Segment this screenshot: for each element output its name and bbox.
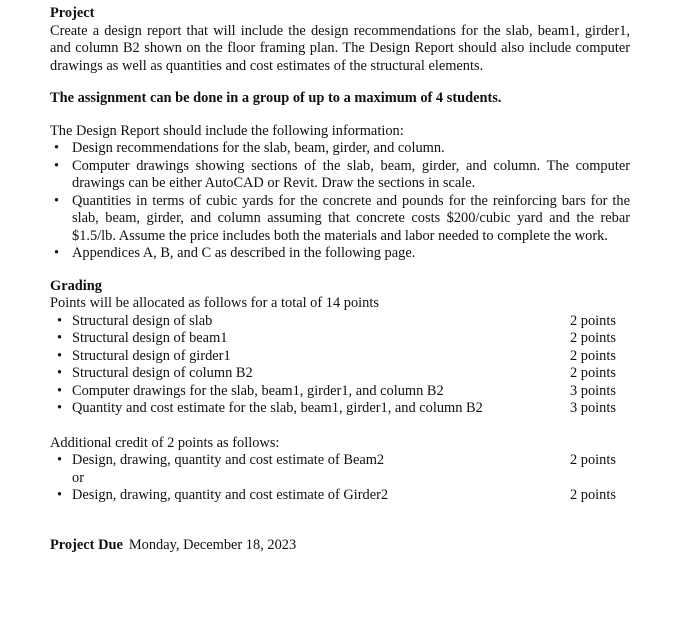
bullet-icon: • [57, 312, 63, 329]
list-item: • Quantities in terms of cubic yards for the concrete and pounds for the reinforcing bars for the slab, beam, girder, and column assuming that concrete costs $200/cubic yard and the rebar $1.5/lb. Assume the price includes both the materials and labor needed to complete the work. [54, 192, 630, 244]
grading-points: 3 points [570, 400, 616, 416]
bullet-icon: • [57, 365, 63, 381]
project-intro: Create a design report that will include the design recommendations for the slab, beam1, girder1, and column B2 shown on the floor framing plan. The Design Report should also include computer drawings as well as quantities and cost estimates of the structural elements. [50, 22, 630, 74]
grading-points: 2 points [570, 365, 616, 381]
grading-task: Structural design of beam1 [72, 330, 228, 346]
bullet-icon: • [54, 157, 60, 174]
grading-points: 2 points [570, 347, 616, 364]
grading-lead: Points will be allocated as follows for a total of 14 points [50, 295, 379, 311]
group-note: The assignment can be done in a group of up to a maximum of 4 students. [50, 90, 502, 106]
grading-task: Structural design of slab [72, 312, 213, 329]
grading-row [50, 400, 630, 418]
grading-points: 2 points [570, 452, 616, 468]
grading-task: Structural design of girder1 [72, 347, 231, 364]
bullet-icon: • [54, 140, 60, 156]
due-date: Monday, December 18, 2023 [128, 536, 297, 553]
grading-task: Design, drawing, quantity and cost estimate of Girder2 [72, 487, 389, 503]
project-heading: Project [50, 5, 95, 21]
grading-task: Structural design of column B2 [72, 365, 253, 381]
grading-row [50, 383, 630, 401]
grading-heading: Grading [50, 277, 102, 294]
grading-points: 2 points [570, 487, 616, 503]
or-separator: or [72, 469, 84, 486]
list-item: • Computer drawings showing sections of the slab, beam, girder, and column. The computer drawings can be either AutoCAD or Revit. Draw the sections in scale. [54, 157, 630, 191]
bullet-icon: • [57, 382, 63, 399]
bullet-icon: • [54, 245, 60, 261]
grading-row [50, 348, 630, 366]
grading-list [50, 313, 630, 418]
additional-credit-list [50, 452, 630, 470]
grading-row [50, 365, 630, 383]
additional-credit-list-2 [50, 487, 630, 505]
report-lead: The Design Report should include the following information: [50, 122, 404, 139]
report-requirements-list [50, 140, 630, 263]
grading-row [50, 487, 630, 505]
grading-points: 2 points [570, 312, 616, 329]
grading-points: 2 points [570, 330, 616, 346]
document-page [50, 5, 630, 554]
grading-points: 3 points [570, 382, 616, 399]
grading-task: Computer drawings for the slab, beam1, girder1, and column B2 [72, 382, 444, 399]
grading-row [50, 313, 630, 331]
list-item: • Design recommendations for the slab, beam, girder, and column. [54, 140, 445, 156]
grading-task: Design, drawing, quantity and cost estimate of Beam2 [72, 452, 385, 468]
bullet-icon: • [57, 330, 63, 346]
due-label: Project Due [50, 536, 123, 553]
grading-task: Quantity and cost estimate for the slab, beam1, girder1, and column B2 [72, 400, 483, 416]
grading-row [50, 330, 630, 348]
bullet-icon: • [57, 452, 63, 468]
additional-credit-lead: Additional credit of 2 points as follows: [50, 434, 280, 451]
project-due-line [50, 537, 630, 555]
bullet-icon: • [57, 347, 63, 364]
bullet-icon: • [57, 487, 63, 503]
grading-row [50, 452, 630, 470]
bullet-icon: • [57, 400, 63, 416]
bullet-icon: • [54, 192, 60, 209]
list-item: • Appendices A, B, and C as described in the following page. [54, 245, 416, 261]
